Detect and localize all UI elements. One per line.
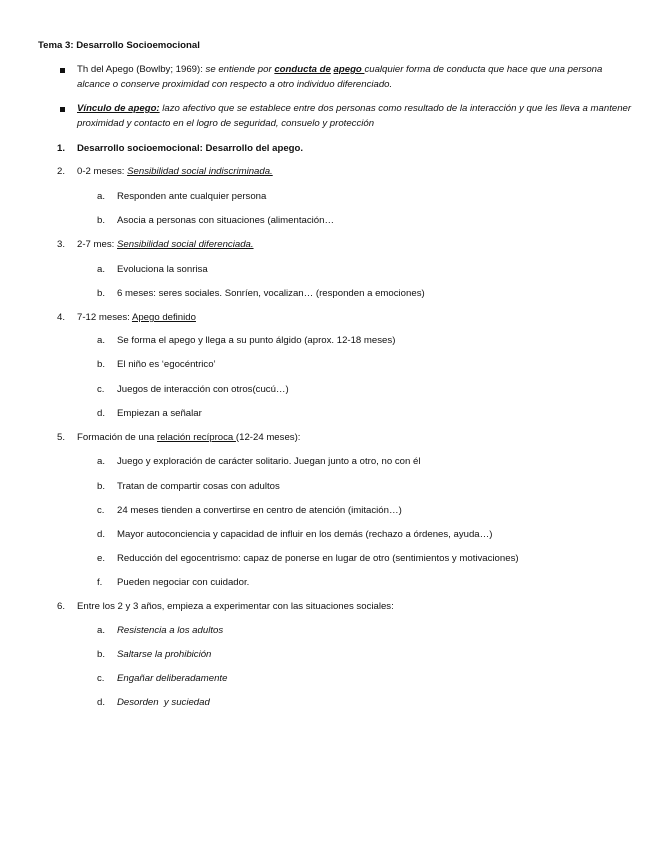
sub-letter: b. xyxy=(97,215,106,226)
sub-item: El niño es ‘egocéntrico’ xyxy=(117,359,216,370)
item-term: Apego definido xyxy=(131,312,196,323)
sub-item: Evoluciona la sonrisa xyxy=(117,264,208,275)
sub-letter: a. xyxy=(97,191,106,202)
sub-letter: c. xyxy=(97,673,105,684)
sub-item: 24 meses tienden a convertirse en centro de atención (imitación…) xyxy=(117,505,402,516)
term-conducta: conducta de xyxy=(274,64,331,75)
bullet-apego-theory xyxy=(77,62,633,92)
sub-item: Juego y exploración de carácter solitario. Juegan junto a otro, no con él xyxy=(117,456,421,467)
item-term: Sensibilidad social diferenciada. xyxy=(117,239,254,250)
bullet-marker xyxy=(60,107,65,112)
item-number: 3. xyxy=(57,239,66,250)
bullet-rest: lazo afectivo que se establece entre dos personas como resultado de la interacción y que les lleva a mantener proximidad y contacto en el logro de seguridad, consuelo y protección xyxy=(77,103,632,129)
sub-item: Se forma el apego y llega a su punto álgido (aprox. 12-18 meses) xyxy=(117,335,396,346)
sub-item: Saltarse la prohibición xyxy=(117,649,212,660)
bullet-pre: se entiende por xyxy=(205,64,275,75)
item-term: relación recíproca xyxy=(157,432,236,443)
item-text xyxy=(77,432,300,445)
sub-item: Mayor autoconciencia y capacidad de influir en los demás (rechazo a órdenes, ayuda…) xyxy=(117,529,493,540)
sub-item: Responden ante cualquier persona xyxy=(117,191,267,202)
item-number: 1. xyxy=(57,143,66,154)
sub-letter: c. xyxy=(97,505,105,516)
bullet-rest: cualquier forma de conducta que hace que una persona alcance o conserve proximidad con respecto a otro individuo diferenciado. xyxy=(77,64,603,90)
sub-letter: c. xyxy=(97,384,105,395)
item-text xyxy=(77,166,273,179)
sub-item: Resistencia a los adultos xyxy=(117,625,224,636)
bullet-vinculo xyxy=(77,101,633,131)
sub-item: Engañar deliberadamente xyxy=(117,673,228,684)
sub-letter: b. xyxy=(97,481,106,492)
sub-item: Asocia a personas con situaciones (alimentación… xyxy=(117,215,335,226)
sub-item: Tratan de compartir cosas con adultos xyxy=(117,481,280,492)
sub-item: Empiezan a señalar xyxy=(117,408,202,419)
item-pre: 2-7 mes: xyxy=(77,239,117,250)
item-number: 6. xyxy=(57,601,66,612)
term-apego: apego xyxy=(333,64,365,75)
sub-letter: a. xyxy=(97,456,106,467)
item-text xyxy=(77,312,196,325)
document-title: Tema 3: Desarrollo Socioemocional xyxy=(38,40,200,51)
bullet-marker xyxy=(60,68,65,73)
item-pre: 0-2 meses: xyxy=(77,166,128,177)
bullet-lead: Th del Apego (Bowlby; 1969): xyxy=(77,64,206,75)
sub-item: Pueden negociar con cuidador. xyxy=(117,577,250,588)
item-pre: Formación de una xyxy=(77,432,157,443)
item-heading: Desarrollo socioemocional: Desarrollo del apego. xyxy=(77,143,304,154)
sub-item: 6 meses: seres sociales. Sonríen, vocalizan… (responden a emociones) xyxy=(117,288,425,299)
item-pre: 7-12 meses: xyxy=(77,312,132,323)
sub-letter: d. xyxy=(97,529,106,540)
sub-letter: a. xyxy=(97,264,106,275)
sub-letter: f. xyxy=(97,577,103,588)
sub-item: Desorden y suciedad xyxy=(117,697,210,708)
item-number: 5. xyxy=(57,432,66,443)
item-number: 4. xyxy=(57,312,66,323)
sub-letter: e. xyxy=(97,553,106,564)
sub-item: Juegos de interacción con otros(cucú…) xyxy=(117,384,289,395)
sub-item: Reducción del egocentrismo: capaz de ponerse en lugar de otro (sentimientos y motivaciones) xyxy=(117,553,519,564)
sub-letter: a. xyxy=(97,625,106,636)
item-text: Entre los 2 y 3 años, empieza a experimentar con las situaciones sociales: xyxy=(77,601,394,612)
item-post: (12-24 meses): xyxy=(235,432,301,443)
sub-letter: a. xyxy=(97,335,106,346)
sub-letter: b. xyxy=(97,359,106,370)
item-text xyxy=(77,239,254,252)
sub-letter: b. xyxy=(97,649,106,660)
sub-letter: d. xyxy=(97,697,106,708)
sub-letter: d. xyxy=(97,408,106,419)
sub-letter: b. xyxy=(97,288,106,299)
item-number: 2. xyxy=(57,166,66,177)
term-vinculo: Vínculo de apego: xyxy=(77,103,160,114)
item-term: Sensibilidad social indiscriminada. xyxy=(127,166,273,177)
